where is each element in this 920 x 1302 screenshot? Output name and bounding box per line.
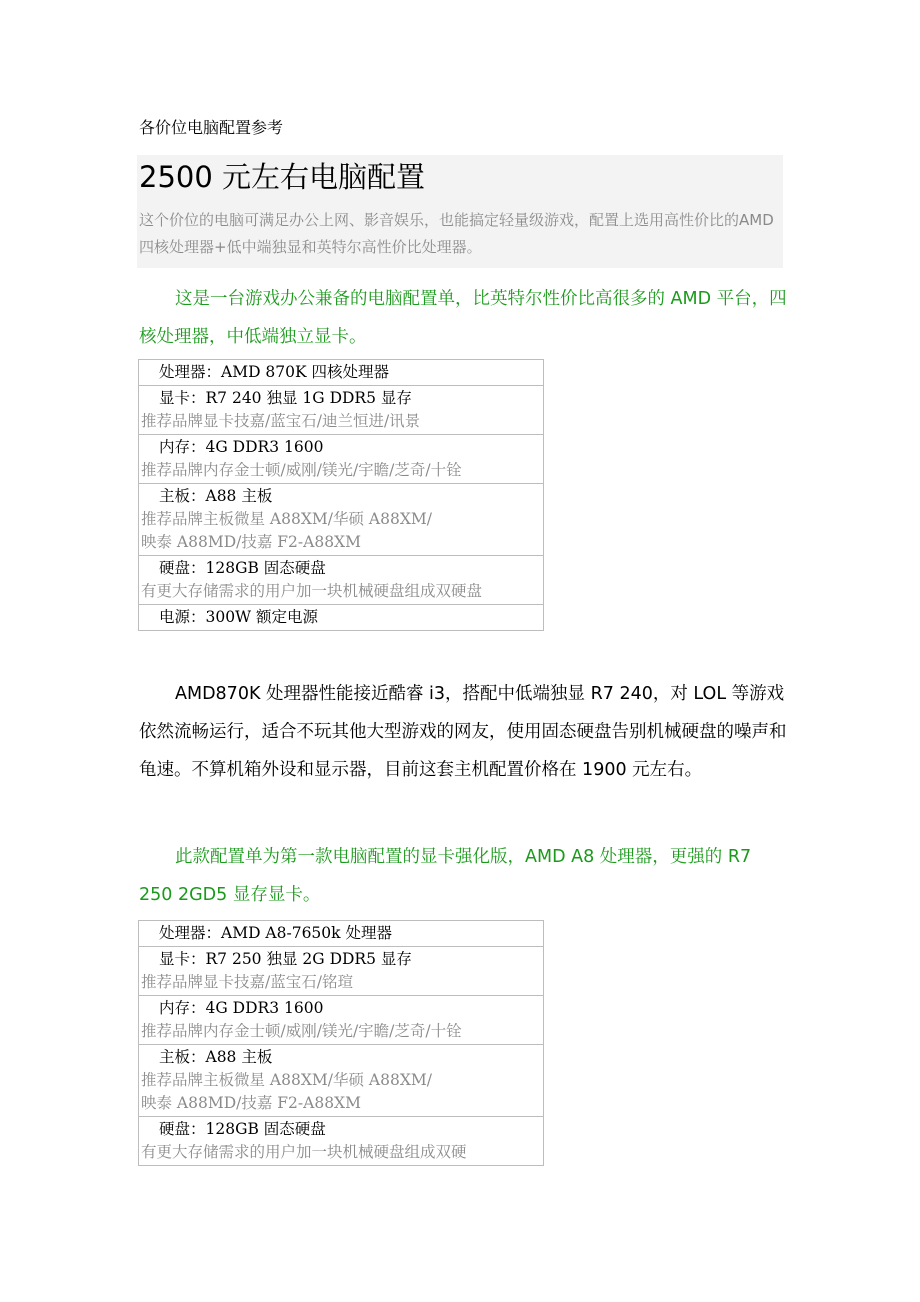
table-row — [139, 996, 544, 1045]
table-row — [139, 435, 544, 484]
spec-recommendation: 推荐品牌主板微星 A88XM/华硕 A88XM/ — [141, 1071, 432, 1089]
config2-intro: 此款配置单为第一款电脑配置的显卡强化版，AMD A8 处理器，更强的 R7 250 2GD5 显存显卡。 — [139, 847, 752, 905]
table-row — [139, 556, 544, 605]
section-header — [137, 155, 783, 268]
spec-main: 主板：A88 主板 — [159, 487, 273, 505]
table-row — [139, 1045, 544, 1117]
spec-main: 主板：A88 主板 — [159, 1048, 273, 1066]
doc-title: 各价位电脑配置参考 — [139, 118, 284, 137]
table-row — [139, 921, 544, 947]
spec-recommendation: 推荐品牌主板微星 A88XM/华硕 A88XM/ — [141, 510, 432, 528]
spec-main: 显卡：R7 240 独显 1G DDR5 显存 — [159, 389, 412, 407]
spec-main: 内存：4G DDR3 1600 — [159, 999, 324, 1017]
spec-main: 硬盘：128GB 固态硬盘 — [159, 559, 326, 577]
spec-main: 硬盘：128GB 固态硬盘 — [159, 1120, 326, 1138]
spec-recommendation: 有更大存储需求的用户加一块机械硬盘组成双硬 — [141, 1143, 467, 1161]
table-row — [139, 360, 544, 386]
spec-main: 处理器：AMD A8-7650k 处理器 — [159, 924, 392, 942]
config2-spec-table — [138, 920, 544, 1166]
table-row — [139, 1117, 544, 1166]
table-row — [139, 947, 544, 996]
spec-recommendation: 推荐品牌内存金士顿/威刚/镁光/宇瞻/芝奇/十铨 — [141, 1022, 462, 1040]
spec-main: 显卡：R7 250 独显 2G DDR5 显存 — [159, 950, 412, 968]
spec-recommendation-cont: 映泰 A88MD/技嘉 F2-A88XM — [141, 1094, 361, 1112]
config1-summary: AMD870K 处理器性能接近酷睿 i3，搭配中低端独显 R7 240，对 LOL 等游戏依然流畅运行，适合不玩其他大型游戏的网友，使用固态硬盘告别机械硬盘的噪声和龟速。不算机箱外设和显示器，目前这套主机配置价格在 1900 元左右。 — [139, 684, 787, 780]
spec-main: 内存：4G DDR3 1600 — [159, 438, 324, 456]
config1-spec-table — [138, 359, 544, 631]
spec-recommendation: 推荐品牌显卡技嘉/蓝宝石/铭瑄 — [141, 973, 353, 991]
spec-main: 处理器：AMD 870K 四核处理器 — [159, 363, 390, 381]
table-row — [139, 605, 544, 631]
spec-recommendation: 有更大存储需求的用户加一块机械硬盘组成双硬盘 — [141, 582, 483, 600]
spec-recommendation: 推荐品牌内存金士顿/威刚/镁光/宇瞻/芝奇/十铨 — [141, 461, 462, 479]
section-title: 2500 元左右电脑配置 — [139, 160, 426, 194]
spec-main: 电源：300W 额定电源 — [159, 608, 318, 626]
spec-recommendation: 推荐品牌显卡技嘉/蓝宝石/迪兰恒进/讯景 — [141, 412, 421, 430]
section-description: 这个价位的电脑可满足办公上网、影音娱乐，也能搞定轻量级游戏，配置上选用高性价比的AMD 四核处理器+低中端独显和英特尔高性价比处理器。 — [139, 211, 774, 256]
table-row — [139, 386, 544, 435]
table-row — [139, 484, 544, 556]
config1-intro: 这是一台游戏办公兼备的电脑配置单，比英特尔性价比高很多的 AMD 平台，四核处理器，中低端独立显卡。 — [139, 289, 787, 347]
spec-recommendation-cont: 映泰 A88MD/技嘉 F2-A88XM — [141, 533, 361, 551]
